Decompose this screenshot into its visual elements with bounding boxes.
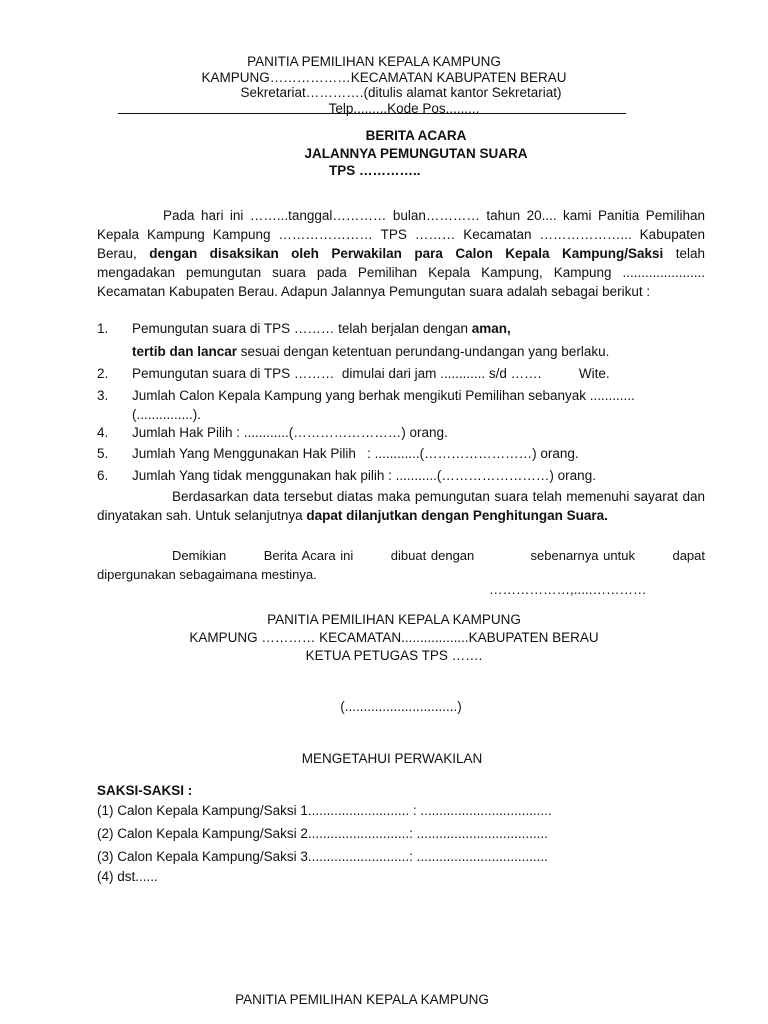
witness-row-4: (4) dst...... (97, 869, 158, 884)
witness-heading: MENGETAHUI PERWAKILAN (301, 751, 483, 766)
list-text: Jumlah Yang Menggunakan Hak Pilih : ............(……………………) orang. (132, 446, 579, 461)
doc-title: BERITA ACARA (365, 128, 467, 143)
list-text: Pemungutan suara di TPS ……… telah berjalan dengan (132, 321, 472, 336)
list-number: 3. (97, 388, 109, 403)
witness-label: SAKSI-SAKSI : (97, 783, 193, 798)
list-text: Jumlah Hak Pilih : ............(……………………) orang. (132, 425, 448, 440)
intro-paragraph (97, 206, 705, 301)
witness-row-3: (3) Calon Kepala Kampung/Saksi 3...........................: ................................... (97, 849, 548, 864)
header-region: KAMPUNG………………KECAMATAN KABUPATEN BERAU (201, 70, 567, 85)
place-date: ………………,.....………… (489, 582, 647, 597)
signature-committee: PANITIA PEMILIHAN KEPALA KAMPUNG (267, 612, 521, 627)
list-text-bold: aman, (471, 321, 511, 336)
list-text: Jumlah Calon Kepala Kampung yang berhak mengikuti Pemilihan sebanyak ............ (...............). (132, 388, 635, 422)
list-number: 2. (97, 366, 109, 381)
list-text: Jumlah Yang tidak menggunakan hak pilih : ...........(……………………) orang. (132, 468, 596, 483)
list-number: 6. (97, 468, 109, 483)
doc-tps: TPS ………….. (329, 163, 421, 178)
signature-name: (..............................) (340, 699, 462, 714)
header-contact: Telp.........Kode Pos......... (328, 101, 480, 116)
header-secretariat: Sekretariat………….(ditulis alamat kantor Sekretariat) (240, 85, 562, 100)
list-number: 5. (97, 446, 109, 461)
witness-row-2: (2) Calon Kepala Kampung/Saksi 2...........................: ................................... (97, 826, 548, 841)
header-divider (118, 113, 626, 114)
signature-role: KETUA PETUGAS TPS ……. (305, 648, 483, 663)
conclusion-text-bold: dapat dilanjutkan dengan Penghitungan Suara. (306, 508, 608, 523)
conclusion-text: Berdasarkan data tersebut diatas maka pemungutan suara telah memenuhi sayarat dan dinyatakan sah. Untuk selanjutnya (97, 489, 705, 523)
header-committee: PANITIA PEMILIHAN KEPALA KAMPUNG (247, 54, 501, 69)
intro-text-bold: dengan disaksikan oleh Perwakilan para Calon Kepala Kampung/Saksi (149, 246, 664, 261)
footer-committee: PANITIA PEMILIHAN KEPALA KAMPUNG (235, 992, 489, 1007)
list-number: 1. (97, 321, 109, 336)
signature-region: KAMPUNG ………… KECAMATAN..................KABUPATEN BERAU (189, 630, 599, 645)
conclusion-paragraph (97, 487, 705, 525)
intro-text-2: telah mengadakan pemungutan suara pada Pemilihan Kepala Kampung, Kampung ...................... Kecamatan Kabupaten Berau. Adapun Jalannya Pemungutan suara adalah sebagai berikut : (97, 246, 706, 299)
closing-paragraph: Demikian Berita Acara ini dibuat dengan sebenarnya untuk dapat dipergunakan sebagaimana mestinya. (97, 548, 709, 582)
doc-subtitle: JALANNYA PEMUNGUTAN SUARA (304, 146, 528, 161)
witness-row-1: (1) Calon Kepala Kampung/Saksi 1........................... : ................................... (97, 803, 552, 818)
intro-text-1: Pada hari ini ……...tanggal………… bulan………… tahun 20.... kami Panitia Pemilihan Kepala Kampung Kampung ………………… TPS ……… Kecamatan ………………... Kabupaten Berau, (97, 208, 705, 261)
list-number: 4. (97, 425, 109, 440)
list-text: sesuai dengan ketentuan perundang-undangan yang berlaku. (237, 344, 610, 359)
list-text-bold: tertib dan lancar (132, 344, 238, 359)
list-text: Pemungutan suara di TPS ……… dimulai dari jam ............ s/d ……. Wite. (132, 366, 610, 381)
